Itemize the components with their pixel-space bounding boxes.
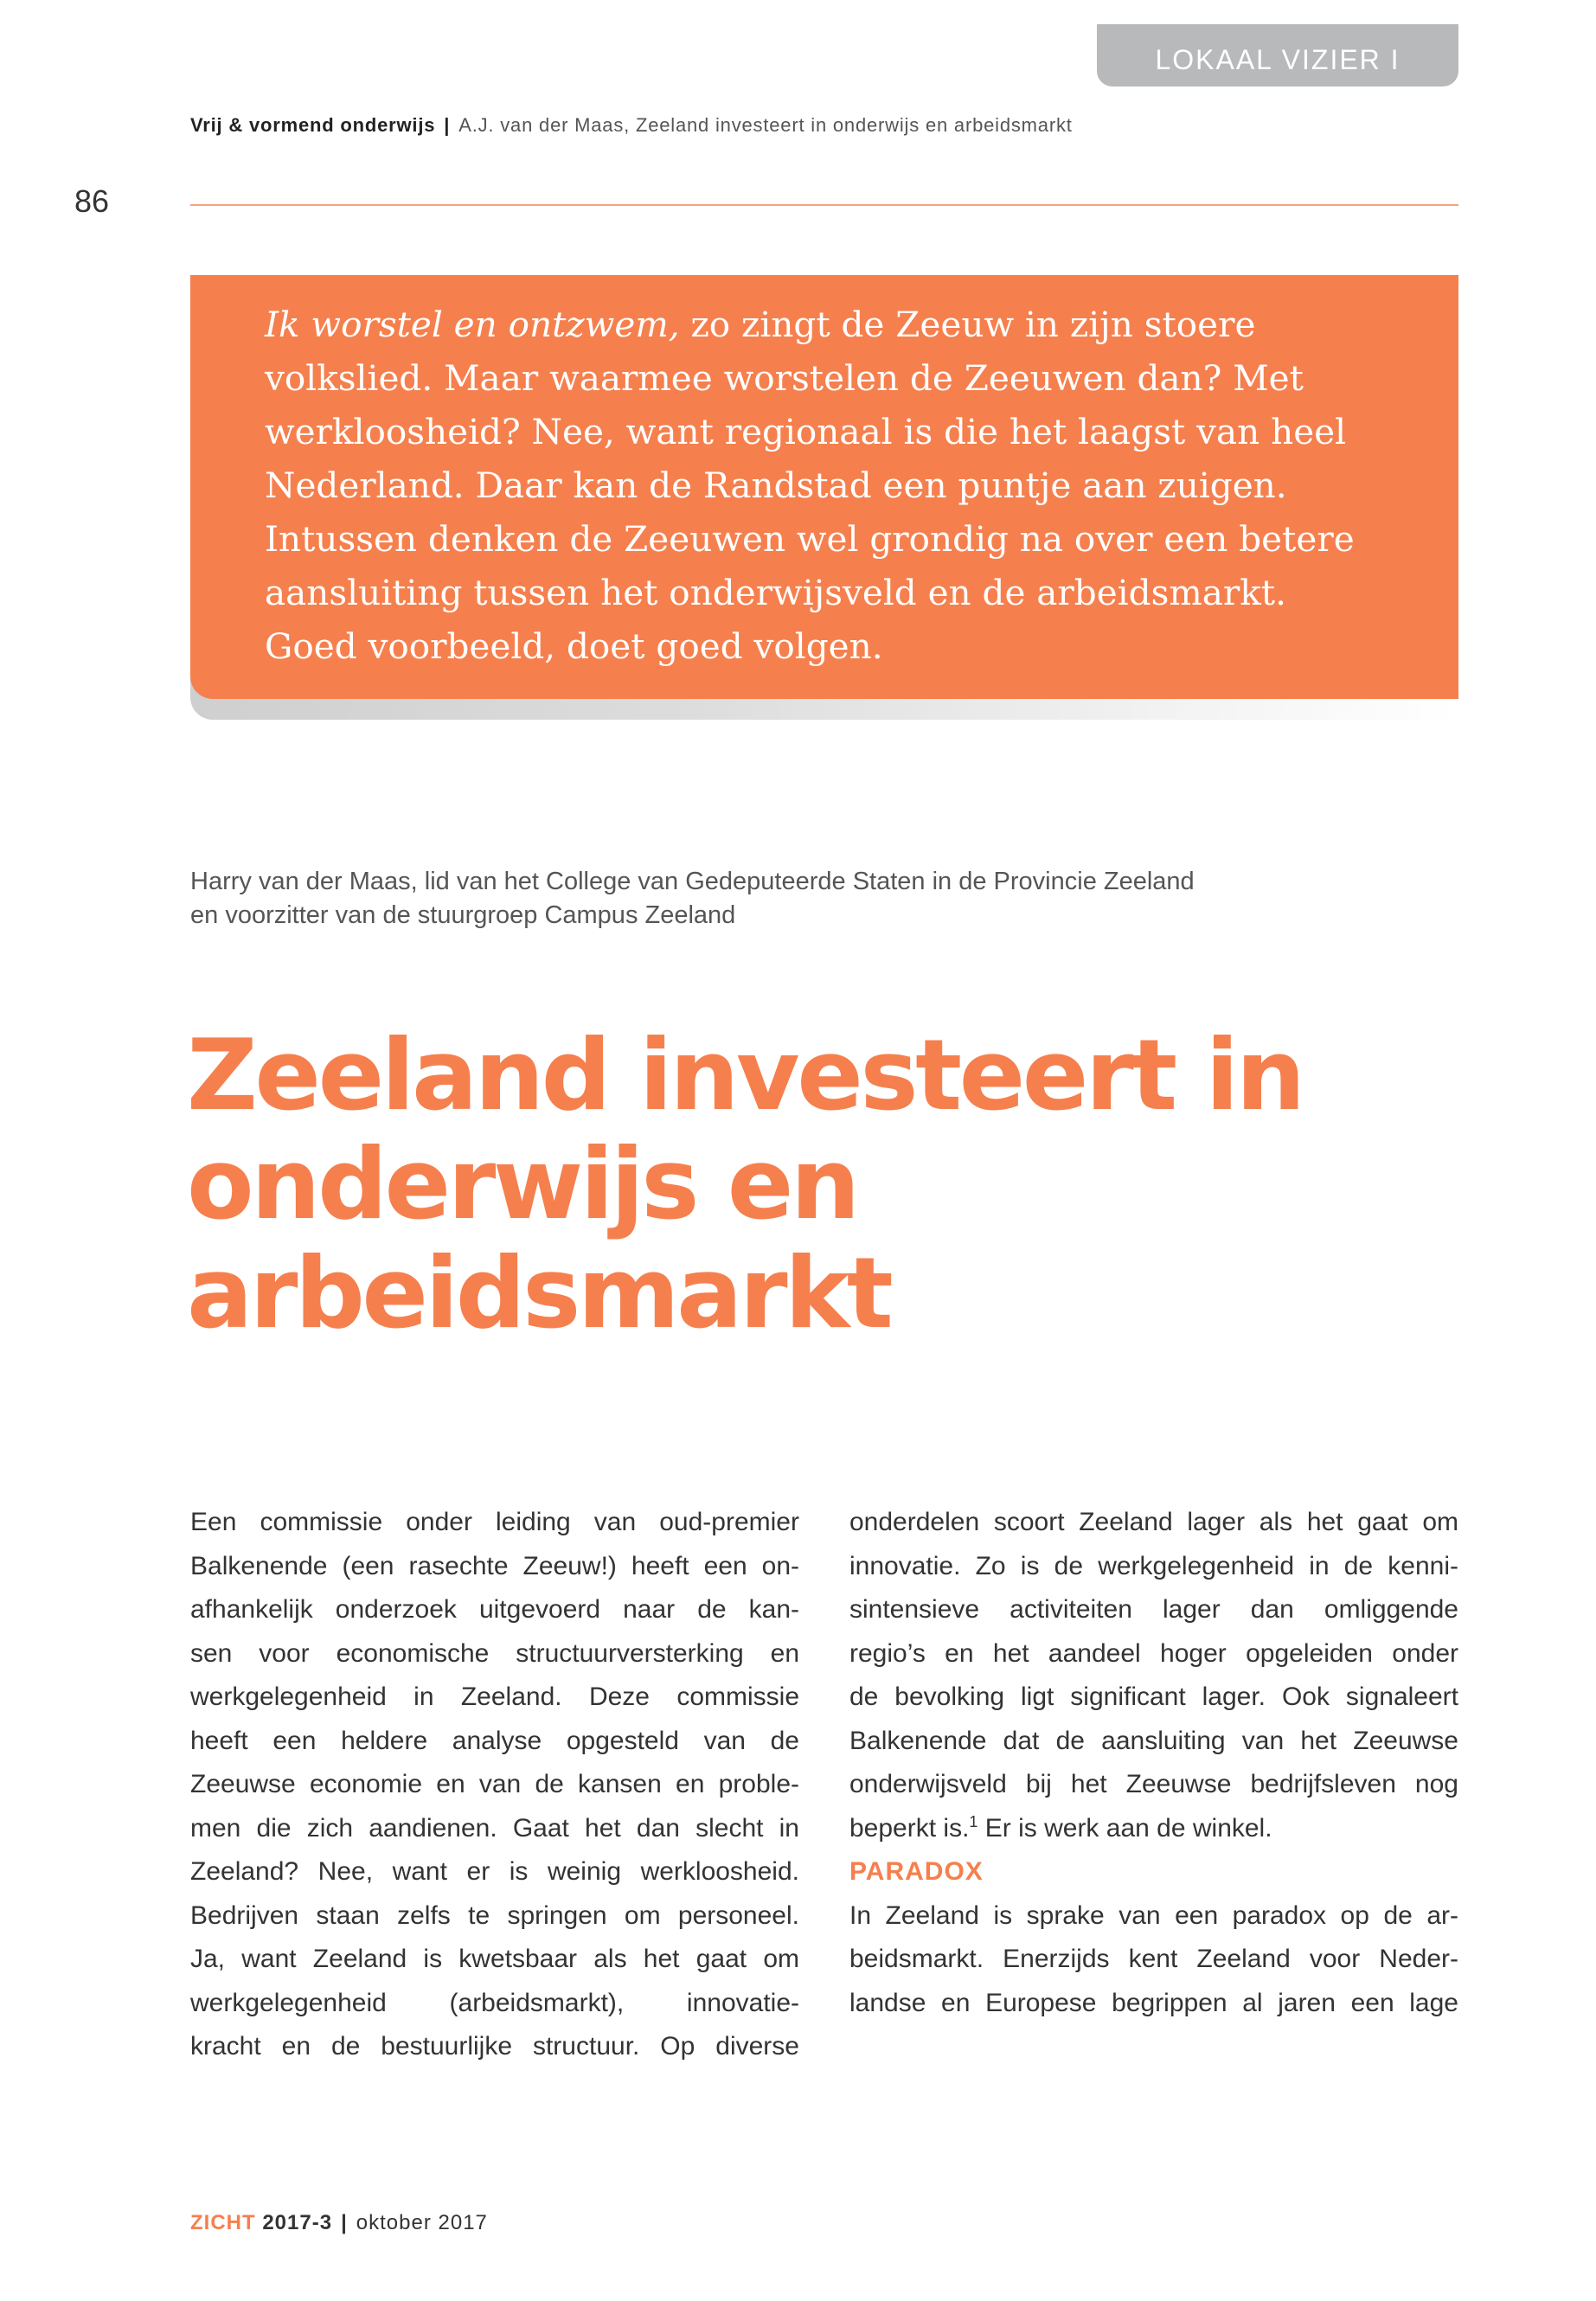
quote-line: werkloosheid? Nee, want regionaal is die het laagst van heel xyxy=(265,411,1347,452)
header-author-title: A.J. van der Maas, Zeeland investeert in onderwijs en arbeidsmarkt xyxy=(458,114,1073,136)
body-line: beidsmarkt. Enerzijds kent Zeeland voor Neder- xyxy=(849,1945,1458,1973)
body-line: Balkenende (een rasechte Zeeuw!) heeft een on- xyxy=(190,1551,799,1580)
body-line: sen voor economische structuurversterking en xyxy=(190,1638,799,1668)
issue-date: oktober 2017 xyxy=(356,2211,488,2234)
header-separator: | xyxy=(444,114,451,136)
body-column-left xyxy=(190,1501,799,2069)
title-line: Zeeland investeert in xyxy=(187,1018,1303,1132)
body-line: In Zeeland is sprake van een paradox op de ar- xyxy=(849,1900,1458,1930)
header-rule xyxy=(190,204,1458,206)
page-footer xyxy=(190,2211,488,2235)
body-line: regio’s en het aandeel hoger opgeleiden onder xyxy=(849,1638,1458,1668)
body-line: innovatie. Zo is de werkgelegenheid in de kenni- xyxy=(849,1551,1458,1580)
body-line: werkgelegenheid (arbeidsmarkt), innovatie- xyxy=(190,1988,799,2017)
series-name: Vrij & vormend onderwijs xyxy=(190,114,436,136)
quote-line: aansluiting tussen het onderwijsveld en de arbeidsmarkt. xyxy=(265,572,1286,613)
running-header xyxy=(190,114,1073,137)
byline-line: Harry van der Maas, lid van het College van Gedeputeerde Staten in de Provincie Zeeland xyxy=(190,868,1195,895)
body-column-right xyxy=(849,1501,1458,2025)
title-line: onderwijs en arbeidsmarkt xyxy=(187,1127,891,1350)
section-tab: LOKAAL VIZIER I xyxy=(1097,24,1458,87)
body-line: werkgelegenheid in Zeeland. Deze commissie xyxy=(190,1682,799,1711)
body-line: men die zich aandienen. Gaat het dan slecht in xyxy=(190,1813,799,1843)
author-byline xyxy=(190,865,1458,933)
body-line: onderdelen scoort Zeeland lager als het gaat om xyxy=(849,1508,1458,1536)
body-line: onderwijsveld bij het Zeeuwse bedrijfsleven nog xyxy=(849,1770,1458,1798)
body-line: landse en Europese begrippen al jaren een lage xyxy=(849,1988,1458,2017)
footer-separator: | xyxy=(341,2211,348,2234)
body-line: Zeeuwse economie en van de kansen en proble- xyxy=(190,1770,799,1798)
intro-quote-box xyxy=(190,275,1458,699)
magazine-name: ZICHT xyxy=(190,2211,256,2234)
quote-line: Goed voorbeeld, doet goed volgen. xyxy=(265,625,883,667)
quote-line: Nederland. Daar kan de Randstad een puntje aan zuigen. xyxy=(265,465,1287,506)
body-line: afhankelijk onderzoek uitgevoerd naar de kan- xyxy=(190,1595,799,1624)
article-title xyxy=(187,1018,1502,1350)
body-line: beperkt is.$^1$ Er is werk aan de winkel. xyxy=(849,1812,1272,1843)
quote-line: Ik worstel en ontzwem, zo zingt de Zeeuw in zijn stoere xyxy=(265,304,1256,345)
body-line: heeft een heldere analyse opgesteld van de xyxy=(190,1726,799,1755)
body-line: Ja, want Zeeland is kwetsbaar als het gaat om xyxy=(190,1945,799,1973)
body-line: sintensieve activiteiten lager dan omliggende xyxy=(849,1595,1458,1624)
quote-line: Intussen denken de Zeeuwen wel grondig na over een betere xyxy=(265,518,1355,560)
issue-number: 2017-3 xyxy=(262,2211,333,2234)
quote-line: volkslied. Maar waarmee worstelen de Zeeuwen dan? Met xyxy=(265,357,1304,399)
byline-line: en voorzitter van de stuurgroep Campus Zeeland xyxy=(190,901,736,929)
page-number: 86 xyxy=(74,183,110,219)
body-line: Een commissie onder leiding van oud-premier xyxy=(190,1508,799,1536)
footnote-reference[interactable]: 1 xyxy=(969,1812,978,1830)
body-line: de bevolking ligt significant lager. Ook signaleert xyxy=(849,1682,1458,1711)
section-subheading: PARADOX xyxy=(849,1857,984,1886)
body-line: kracht en de bestuurlijke structuur. Op diverse xyxy=(190,2032,799,2061)
body-line: Zeeland? Nee, want er is weinig werkloosheid. xyxy=(190,1857,799,1886)
body-line: Bedrijven staan zelfs te springen om personeel. xyxy=(190,1900,799,1930)
body-line: Balkenende dat de aansluiting van het Zeeuwse xyxy=(849,1726,1458,1755)
quote-italic-lead: Ik worstel en ontzwem, xyxy=(265,304,680,345)
